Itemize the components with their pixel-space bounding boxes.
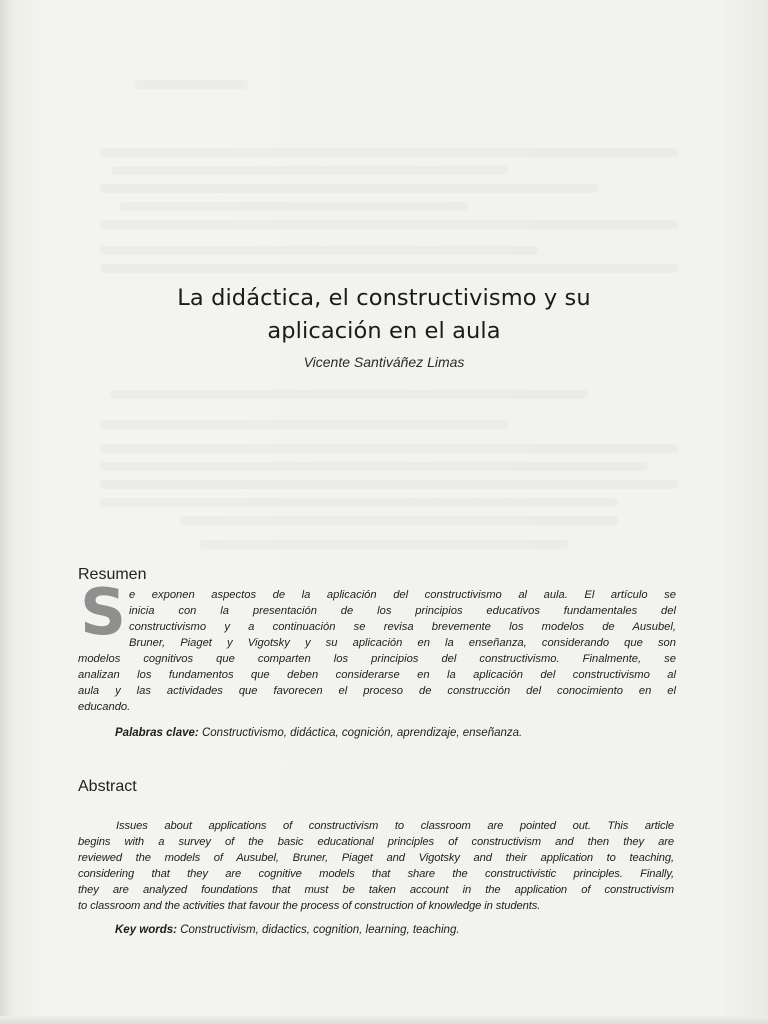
key-words-list: Constructivism, didactics, cognition, learning, teaching. bbox=[180, 924, 460, 936]
abstract-line: begins with a survey of the basic educational principles of constructivism and then they are bbox=[78, 836, 674, 848]
resumen-line: educando. bbox=[78, 701, 131, 713]
abstract-line: to classroom and the activities that favour the process of construction of knowledge in students. bbox=[78, 900, 541, 912]
article-title bbox=[0, 282, 768, 348]
resumen-paragraph-full bbox=[78, 651, 676, 715]
key-words bbox=[115, 924, 460, 936]
article-title-line-1: La didáctica, el constructivismo y su bbox=[177, 285, 591, 311]
resumen-heading: Resumen bbox=[78, 566, 147, 583]
resumen-line: analizan los fundamentos que deben considerarse en la aplicación del constructivismo al bbox=[78, 669, 676, 681]
abstract-line: they are analyzed foundations that must be taken account in the application of constructivism bbox=[78, 884, 674, 896]
resumen-line: modelos cognitivos que comparten los principios del constructivismo. Finalmente, se bbox=[78, 653, 676, 665]
palabras-clave bbox=[115, 727, 522, 739]
resumen-line: Bruner, Piaget y Vigotsky y su aplicación en la enseñanza, considerando que son bbox=[129, 637, 676, 649]
resumen-line: constructivismo y a continuación se revisa brevemente los modelos de Ausubel, bbox=[129, 621, 676, 633]
palabras-clave-list: Constructivismo, didáctica, cognición, aprendizaje, enseñanza. bbox=[201, 727, 523, 739]
abstract-line: considering that they are cognitive models that share the constructivistic principles. Finally, bbox=[78, 868, 674, 880]
key-words-label: Key words: bbox=[115, 924, 177, 936]
palabras-clave-label: Palabras clave: bbox=[115, 727, 199, 739]
resumen-line: aula y las actividades que favorecen el proceso de construcción del conocimiento en el bbox=[78, 685, 676, 697]
page-bottom-edge bbox=[0, 1016, 768, 1024]
abstract-paragraph bbox=[78, 818, 674, 914]
resumen-line: e exponen aspectos de la aplicación del constructivismo al aula. El artículo se bbox=[129, 589, 676, 601]
resumen-dropcap: S bbox=[79, 576, 127, 650]
article-author: Vicente Santiváñez Limas bbox=[303, 354, 465, 370]
abstract-line: reviewed the models of Ausubel, Bruner, Piaget and Vigotsky and their application to teaching, bbox=[78, 852, 674, 864]
resumen-paragraph-wrapped bbox=[129, 587, 676, 651]
abstract-heading: Abstract bbox=[78, 778, 137, 795]
resumen-line: inicia con la presentación de los principios educativos fundamentales del bbox=[129, 605, 676, 617]
article-title-line-2: aplicación en el aula bbox=[267, 318, 501, 344]
abstract-line: Issues about applications of constructivism to classroom are pointed out. This article bbox=[116, 820, 674, 832]
